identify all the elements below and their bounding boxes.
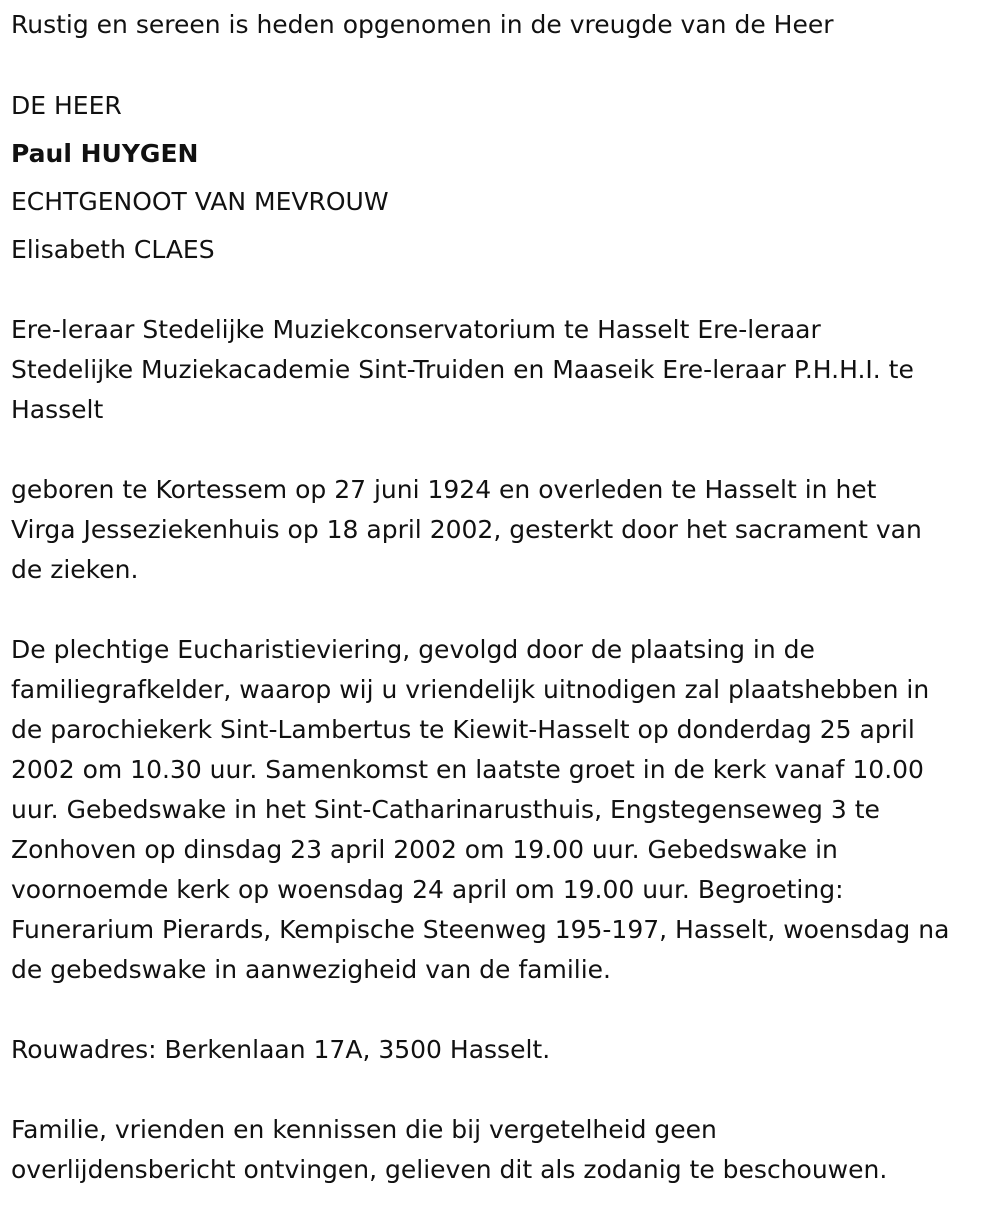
deceased-name: Paul HUYGEN [11, 139, 199, 168]
closing-line: overlijdensbericht ontvingen, gelieven dit als zodanig te beschouwen. [11, 1155, 888, 1184]
ceremony-line: de gebedswake in aanwezigheid van de familie. [11, 955, 611, 984]
ceremony-line: voornoemde kerk op woensdag 24 april om 19.00 uur. Begroeting: [11, 875, 844, 904]
ceremony-line: Funerarium Pierards, Kempische Steenweg 195-197, Hasselt, woensdag na [11, 915, 950, 944]
ceremony-line: de parochiekerk Sint-Lambertus te Kiewit-Hasselt op donderdag 25 april [11, 715, 915, 744]
birth-death-line: Virga Jesseziekenhuis op 18 april 2002, gesterkt door het sacrament van [11, 515, 922, 544]
honorific: DE HEER [11, 91, 122, 120]
birth-death-line: geboren te Kortessem op 27 juni 1924 en overleden te Hasselt in het [11, 475, 877, 504]
ceremony-line: De plechtige Eucharistieviering, gevolgd door de plaatsing in de [11, 635, 815, 664]
ceremony-line: Zonhoven op dinsdag 23 april 2002 om 19.00 uur. Gebedswake in [11, 835, 838, 864]
spouse-label: ECHTGENOOT VAN MEVROUW [11, 187, 389, 216]
ceremony-line: uur. Gebedswake in het Sint-Catharinarusthuis, Engstegenseweg 3 te [11, 795, 880, 824]
birth-death-line: de zieken. [11, 555, 139, 584]
occupation-line: Hasselt [11, 395, 104, 424]
intro-text: Rustig en sereen is heden opgenomen in de vreugde van de Heer [11, 10, 834, 39]
occupation-line: Ere-leraar Stedelijke Muziekconservatorium te Hasselt Ere-leraar [11, 315, 821, 344]
mourning-address: Rouwadres: Berkenlaan 17A, 3500 Hasselt. [11, 1035, 551, 1064]
occupation-line: Stedelijke Muziekacademie Sint-Truiden en Maaseik Ere-leraar P.H.H.I. te [11, 355, 914, 384]
spouse-name: Elisabeth CLAES [11, 235, 215, 264]
closing-line: Familie, vrienden en kennissen die bij vergetelheid geen [11, 1115, 717, 1144]
ceremony-line: familiegrafkelder, waarop wij u vriendelijk uitnodigen zal plaatshebben in [11, 675, 930, 704]
ceremony-line: 2002 om 10.30 uur. Samenkomst en laatste groet in de kerk vanaf 10.00 [11, 755, 924, 784]
